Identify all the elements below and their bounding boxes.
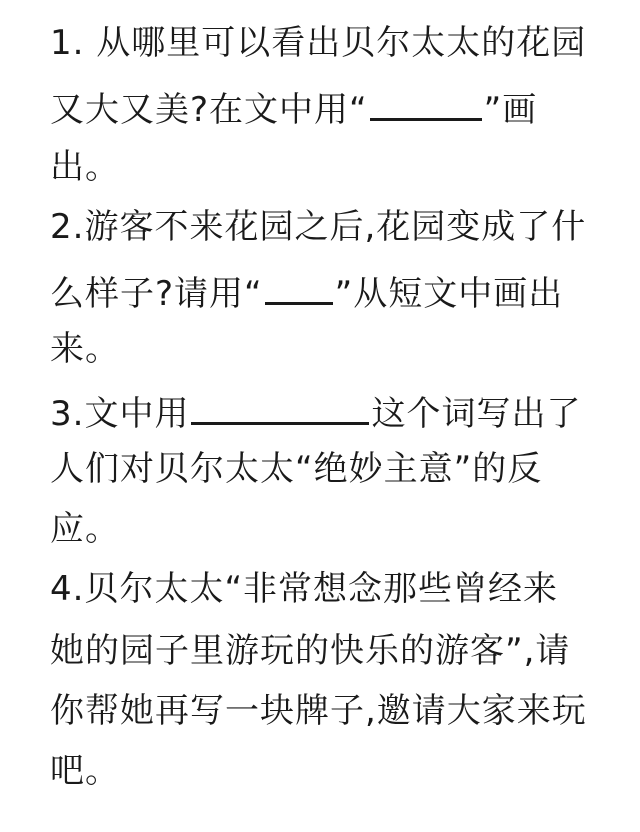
question-text: 4.贝尔太太“非常想念那些曾经来: [50, 569, 559, 609]
answer-blank[interactable]: [265, 258, 333, 305]
question-1-line-1: [50, 12, 586, 74]
question-text: 这个词写出了: [371, 394, 582, 434]
answer-blank[interactable]: [370, 74, 482, 121]
question-text: 又大又美?在文中用“: [50, 90, 368, 130]
question-text: 她的园子里游玩的快乐的游客”,请: [50, 631, 571, 671]
question-1-line-3: [50, 136, 120, 198]
question-text: 3.文中用: [50, 394, 190, 434]
question-text: 人们对贝尔太太“绝妙主意”的反: [50, 449, 543, 489]
question-text: ”画: [483, 90, 538, 130]
question-text: ”从短文中画出: [334, 274, 564, 314]
answer-blank[interactable]: [191, 378, 369, 425]
question-2-line-1: [50, 196, 586, 258]
question-text: 应。: [50, 509, 120, 549]
question-4-line-2: [50, 620, 570, 682]
question-text: 2.游客不来花园之后,花园变成了什: [50, 207, 587, 247]
question-text: 么样子?请用“: [50, 274, 263, 314]
question-text: 吧。: [50, 751, 120, 791]
question-3-line-1: [50, 378, 581, 440]
question-text: 出。: [50, 147, 120, 187]
question-text: 来。: [50, 329, 120, 369]
question-text: 1. 从哪里可以看出贝尔太太的花园: [50, 23, 587, 63]
question-3-line-3: [50, 498, 120, 560]
question-4-line-3: [50, 680, 587, 742]
question-1-line-2: [50, 74, 537, 136]
question-4-line-4: [50, 740, 120, 802]
question-2-line-2: [50, 258, 563, 320]
question-text: 你帮她再写一块牌子,邀请大家来玩: [50, 691, 587, 731]
question-3-line-2: [50, 438, 542, 500]
question-4-line-1: [50, 558, 558, 620]
question-2-line-3: [50, 318, 120, 380]
